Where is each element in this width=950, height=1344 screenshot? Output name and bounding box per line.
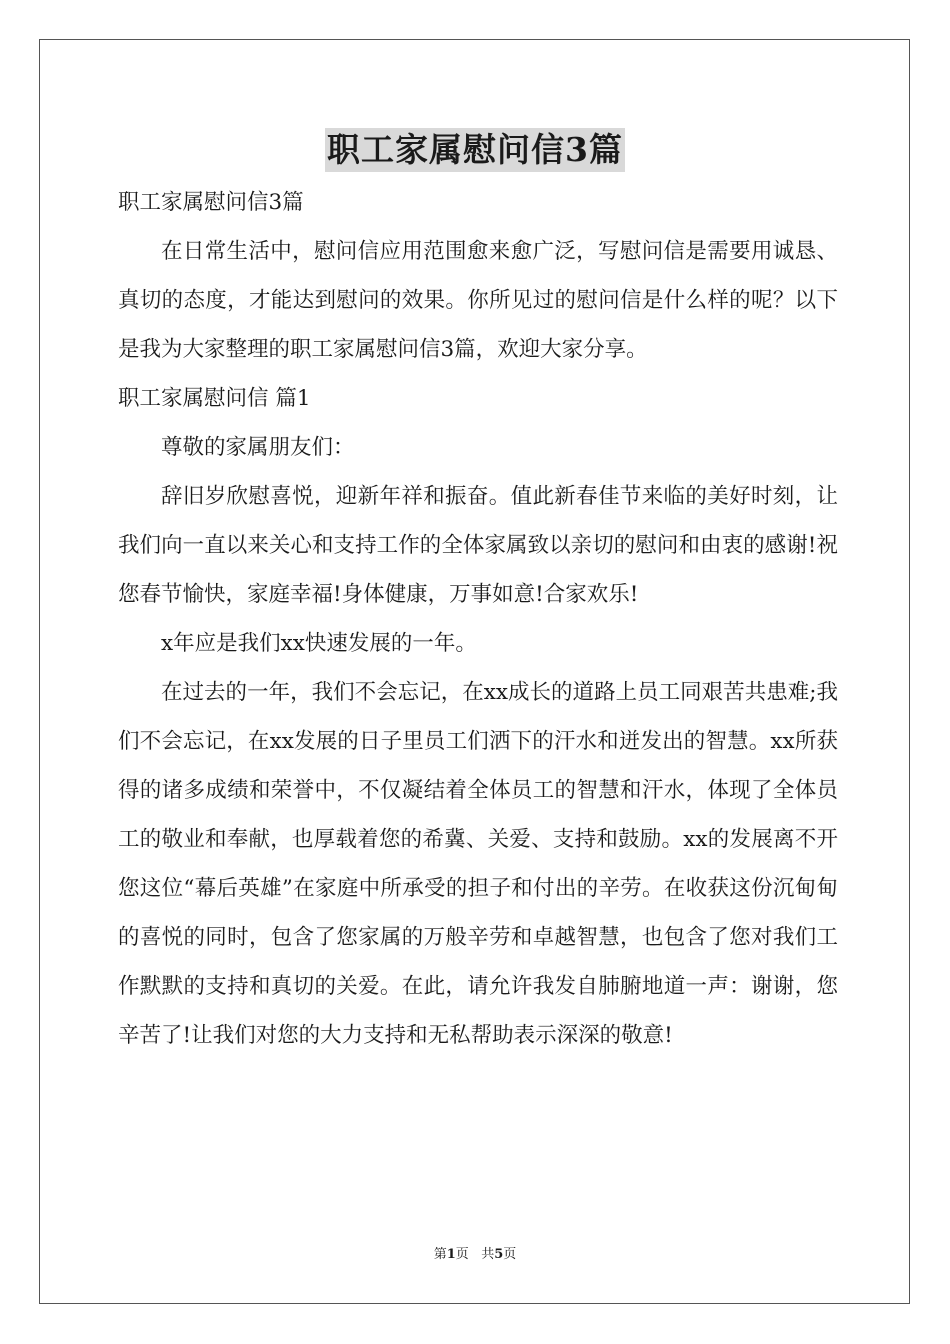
total-prefix: 共 [481,1247,495,1262]
paragraph-greeting: 辞旧岁欣慰喜悦，迎新年祥和振奋。值此新春佳节来临的美好时刻，让我们向一直以来关心和支持工作的全体家属致以亲切的慰问和由衷的感谢!祝您春节愉快，家庭幸福!身体健康，万事如意!合家欢乐! [118,484,838,607]
page-current: 1 [446,1247,456,1262]
page-prefix: 第 [433,1247,447,1262]
document-title: 职工家属慰问信3篇 [325,128,625,172]
total-suffix: 页 [503,1247,517,1262]
page-total: 5 [494,1247,504,1262]
paragraph-year: x年应是我们xx快速发展的一年。 [161,631,477,656]
paragraph-subtitle: 职工家属慰问信3篇 [118,190,304,215]
title-container [0,128,950,172]
page-suffix: 页 [455,1247,469,1262]
document-body [118,178,838,1060]
page-footer [0,1245,950,1265]
paragraph-intro: 在日常生活中，慰问信应用范围愈来愈广泛，写慰问信是需要用诚恳、真切的态度，才能达到慰问的效果。你所见过的慰问信是什么样的呢？以下是我为大家整理的职工家属慰问信3篇，欢迎大家分享。 [118,239,838,362]
paragraph-thanks: 在过去的一年，我们不会忘记，在xx成长的道路上员工同艰苦共患难;我们不会忘记，在xx发展的日子里员工们洒下的汗水和迸发出的智慧。xx所获得的诸多成绩和荣誉中，不仅凝结着全体员工的智慧和汗水，体现了全体员工的敬业和奉献，也厚载着您的希冀、关爱、支持和鼓励。xx的发展离不开您这位“幕后英雄”在家庭中所承受的担子和付出的辛劳。在收获这份沉甸甸的喜悦的同时，包含了您家属的万般辛劳和卓越智慧，也包含了您对我们工作默默的支持和真切的关爱。在此，请允许我发自肺腑地道一声：谢谢，您辛苦了!让我们对您的大力支持和无私帮助表示深深的敬意! [118,680,838,1048]
section-heading: 职工家属慰问信 篇1 [118,386,311,411]
paragraph-salutation: 尊敬的家属朋友们： [161,435,355,460]
